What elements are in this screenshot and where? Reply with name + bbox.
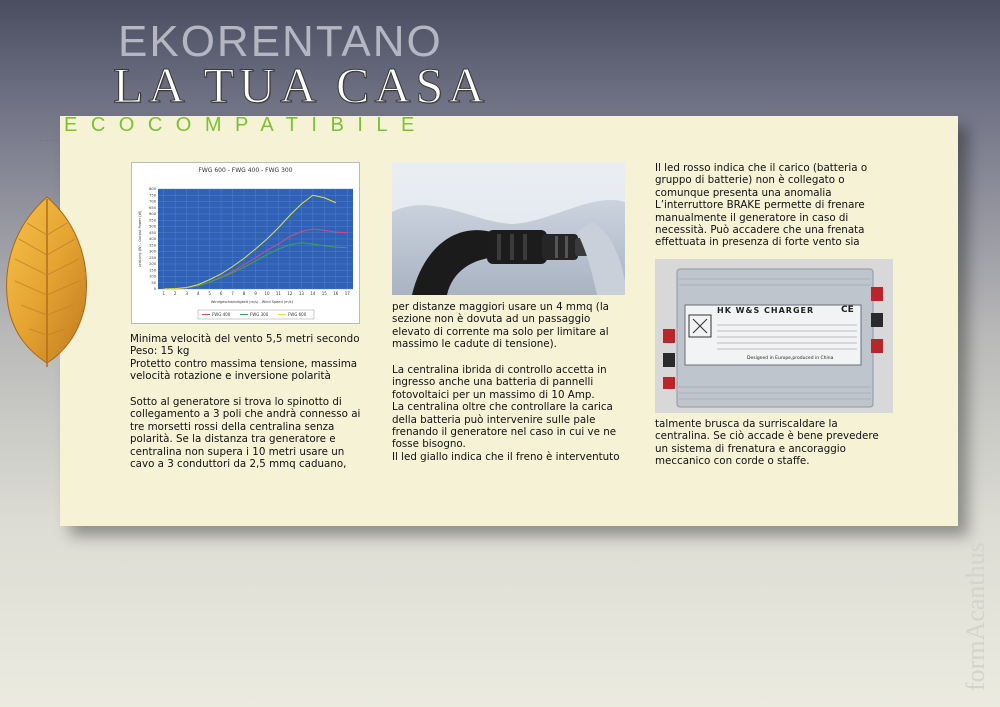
y-tick-label: 650 [149,205,156,210]
x-tick-label: 4 [196,291,200,296]
x-tick-label: 5 [208,291,211,296]
y-tick-label: 750 [149,193,156,198]
y-tick-label: 550 [149,218,156,223]
col3-paragraph-2: talmente brusca da surriscaldare la centralina. Se ciò accade è bene prevedere un sistema di frenatura e ancoraggio meccanico con corde o staffe. [655,418,879,468]
watermark-logo [960,486,994,696]
y-tick-label: 200 [149,262,156,267]
y-tick-label: 400 [149,237,156,242]
y-tick-label: 0 [153,287,156,292]
y-tick-label: 350 [149,243,156,248]
x-tick-label: 6 [219,291,223,296]
y-tick-label: 700 [149,199,156,204]
x-tick-label: 15 [321,291,327,296]
x-tick-label: 1 [162,291,166,296]
charger-illustration [655,259,893,413]
y-tick-label: 500 [149,224,156,229]
y-tick-label: 150 [149,268,156,273]
x-tick-label: 11 [275,291,281,296]
y-tick-label: 300 [149,249,156,254]
page-subtitle: ECOCOMPATIBILE [64,114,428,136]
col2-paragraph-1: per distanze maggiori usare un 4 mmq (la sezione non è dovuta ad un passaggio elevato di corrente ma solo per limitare al massimo le cadute di tensione). [392,301,609,351]
brand-name: EKORENTANO [118,17,443,66]
chart-plot [132,163,359,323]
y-tick-label: 100 [149,274,156,279]
x-tick-label: 2 [173,291,177,296]
y-tick-label: 600 [149,212,156,217]
legend-entry: FWG 300 [250,312,269,317]
x-tick-label: 10 [264,291,270,296]
x-tick-label: 3 [185,291,188,296]
col2-paragraph-2: La centralina ibrida di controllo accetta in ingresso anche una batteria di pannelli fotovoltaici per un massimo di 10 Amp. La centralina oltre che controllare la carica della batteria può intervenire sulle pale frenando il generatore nel caso in cui ve ne fosse bisogno. Il led giallo indica che il freno è interventuto [392,364,620,463]
col1-paragraph-2: Sotto al generatore si trova lo spinotto di collegamento a 3 poli che andrà connesso ai tre morsetti rossi della centralina senza polarità. Se la distanza tra generatore e centralina non supera i 10 metri usare un cavo a 3 conduttori da 2,5 mmq caduano, [130,396,361,471]
x-tick-label: 7 [231,291,234,296]
y-tick-label: 800 [149,187,156,192]
legend-entry: FWG 600 [288,312,307,317]
power-curve-chart [131,162,360,324]
charger-label: HK W&S CHARGER [717,306,815,315]
col1-paragraph-1: Minima velocità del vento 5,5 metri secondo Peso: 15 kg Protetto contro massima tensione, massima velocità rotazione e inversione polarità [130,333,360,383]
y-tick-label: 50 [151,280,156,285]
x-tick-label: 17 [344,291,350,296]
x-tick-label: 16 [333,291,339,296]
x-tick-label: 12 [287,291,293,296]
y-axis-label: Leistung (W) - Output Power (W) [138,210,142,268]
page-title: LA TUA CASA [113,57,490,113]
y-tick-label: 450 [149,230,156,235]
legend-entry: FWG 400 [212,312,231,317]
decorative-divider [40,140,58,141]
x-tick-label: 14 [310,291,316,296]
x-tick-label: 8 [242,291,246,296]
charger-photo [655,259,893,413]
y-tick-label: 250 [149,255,156,260]
connector-photo [392,162,625,295]
x-tick-label: 13 [298,291,304,296]
chart-title: FWG 600 - FWG 400 - FWG 300 [198,167,293,174]
x-tick-label: 9 [254,291,257,296]
watermark-text: formAcanthus [961,542,990,691]
charger-footer: Designed in Europe,produced in China [747,356,834,361]
col3-paragraph-1: Il led rosso indica che il carico (batteria o gruppo di batterie) non è collegato o comunque presenta una anomalia L’interruttore BRAKE permette di frenare manualmente il generatore in caso di necessità. Può accadere che una frenata effettuata in presenza di forte vento sia [655,162,868,249]
x-axis-label: Windgeschwindigkeit (m/s) - Wind Speed (m/s) [211,300,293,304]
ce-mark: CE [841,305,854,315]
leaf-icon [5,195,90,370]
